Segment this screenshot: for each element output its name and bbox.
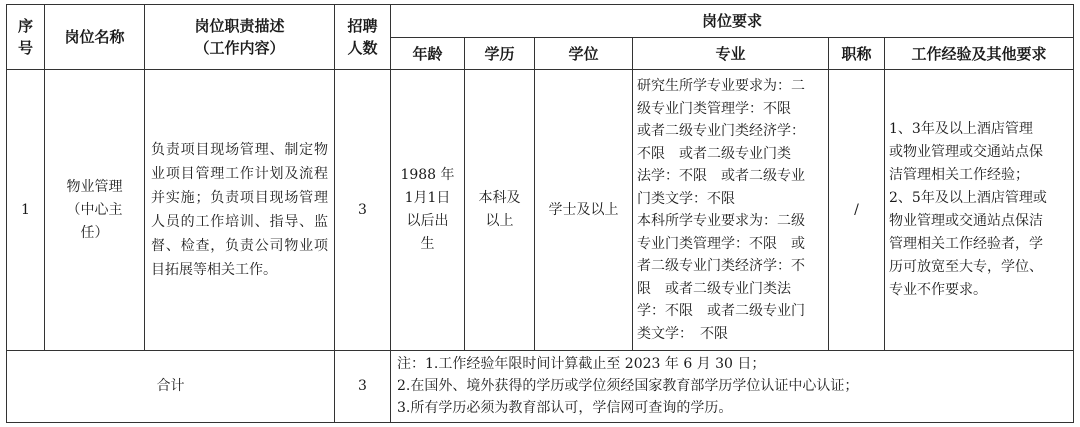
header-education: 学历: [465, 38, 535, 70]
note-2: 2.在国外、境外获得的学历或学位须经国家教育部学历学位认证中心认证；: [397, 378, 859, 394]
header-experience: 工作经验及其他要求: [885, 38, 1074, 70]
cell-experience: 1、3年及以上酒店管理 或物业管理或交通站点保 洁管理相关工作经验； 2、5年及以上酒店管理或 物业管理或交通站点保洁 管理相关工作经验者，学 历可放宽至大专，学位、 专业不作要求。: [885, 70, 1074, 351]
cell-education: 本科及 以上: [465, 70, 535, 351]
header-age: 年龄: [391, 38, 465, 70]
header-duty-desc: 岗位职责描述 （工作内容）: [145, 5, 335, 70]
cell-title: /: [829, 70, 885, 351]
cell-age: 1988 年 1月1日 以后出 生: [391, 70, 465, 351]
header-title: 职称: [829, 38, 885, 70]
cell-count: 3: [335, 70, 391, 351]
recruitment-table: [6, 4, 1074, 423]
header-major: 专业: [633, 38, 829, 70]
total-row: [7, 351, 1074, 423]
header-requirements: 岗位要求: [391, 5, 1074, 38]
cell-position-name: 物业管理 （中心主 任）: [45, 70, 145, 351]
note-1: 注：1.工作经验年限时间计算截止至 2023 年 6 月 30 日；: [397, 356, 766, 372]
total-label: 合计: [7, 351, 335, 423]
header-hiring-count: 招聘 人数: [335, 5, 391, 70]
notes-cell: [391, 351, 1074, 423]
total-count: 3: [335, 351, 391, 423]
table-row: [7, 70, 1074, 351]
header-degree: 学位: [535, 38, 633, 70]
cell-seq: 1: [7, 70, 45, 351]
header-seq: 序 号: [7, 5, 45, 70]
cell-duty: 负责项目现场管理、制定物业项目管理工作计划及流程并实施；负责项目现场管理人员的工作培训、指导、监督、检查，负责公司物业项目拓展等相关工作。: [145, 70, 335, 351]
cell-major: 研究生所学专业要求为：二 级专业门类管理学：不限 或者二级专业门类经济学： 不限 或者二级专业门类 法学：不限 或者二级专业 门类文学：不限 本科所学专业要求为：二级 专业门类管理学：不限 或 者二级专业门类经济学：不 限 或者二级专业门类法 学：不限 或者二级专业门 类文学： 不限: [633, 70, 829, 351]
note-3: 3.所有学历必须为教育部认可，学信网可查询的学历。: [397, 400, 733, 416]
cell-degree: 学士及以上: [535, 70, 633, 351]
header-position-name: 岗位名称: [45, 5, 145, 70]
